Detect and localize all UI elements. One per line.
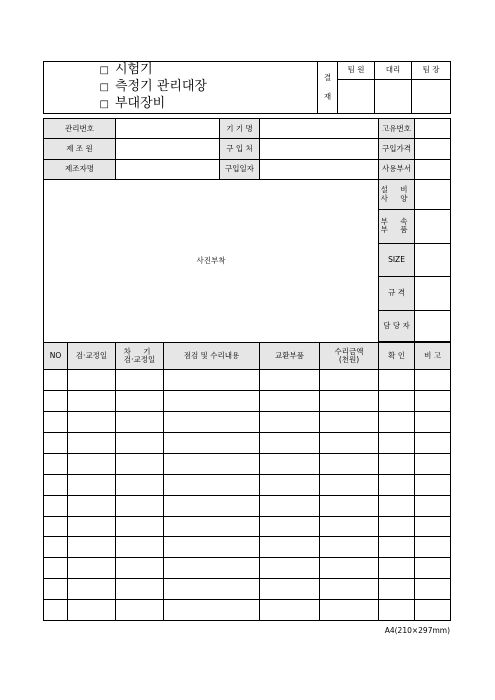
log-cell-cost[interactable]	[320, 495, 379, 516]
log-cell-cal-date[interactable]	[68, 558, 116, 579]
log-cell-cal-date[interactable]	[68, 516, 116, 537]
main-table	[43, 118, 451, 621]
label-equipment-name: 기 기 명	[220, 119, 260, 139]
log-cell-next-cal[interactable]	[116, 370, 164, 391]
log-header-confirm: 확 인	[379, 342, 415, 369]
log-cell-cal-date[interactable]	[68, 474, 116, 495]
log-cell-no[interactable]	[44, 391, 68, 412]
log-cell-content[interactable]	[164, 495, 260, 516]
label-manufacturer: 제 조 원	[44, 139, 116, 159]
value-accessories[interactable]	[415, 210, 451, 243]
approval-sign-deputy[interactable]	[375, 80, 412, 114]
log-cell-remarks[interactable]	[415, 370, 451, 391]
label-maker-name: 제조자명	[44, 159, 116, 179]
log-cell-next-cal[interactable]	[116, 433, 164, 454]
log-cell-confirm[interactable]	[379, 391, 415, 412]
log-cell-parts[interactable]	[260, 516, 320, 537]
log-cell-parts[interactable]	[260, 433, 320, 454]
value-equipment-name[interactable]	[260, 119, 379, 139]
log-cell-next-cal[interactable]	[116, 412, 164, 433]
log-cell-cal-date[interactable]	[68, 370, 116, 391]
log-header-next-line2: 검·교정일	[123, 355, 156, 365]
log-cell-content[interactable]	[164, 558, 260, 579]
log-cell-cal-date[interactable]	[68, 495, 116, 516]
log-cell-cost[interactable]	[320, 453, 379, 474]
label-spec-line2: 사 양	[380, 193, 413, 203]
log-cell-cal-date[interactable]	[68, 391, 116, 412]
log-cell-cost[interactable]	[320, 537, 379, 558]
log-cell-confirm[interactable]	[379, 537, 415, 558]
log-cell-cal-date[interactable]	[68, 579, 116, 600]
log-cell-parts[interactable]	[260, 558, 320, 579]
label-serial-no: 고유번호	[379, 119, 415, 139]
log-cell-cost[interactable]	[320, 370, 379, 391]
log-cell-content[interactable]	[164, 537, 260, 558]
log-cell-confirm[interactable]	[379, 579, 415, 600]
log-cell-next-cal[interactable]	[116, 453, 164, 474]
log-cell-cost[interactable]	[320, 433, 379, 454]
log-cell-next-cal[interactable]	[116, 474, 164, 495]
value-management-no[interactable]	[116, 119, 220, 139]
label-accessories	[379, 210, 415, 243]
log-cell-parts[interactable]	[260, 412, 320, 433]
log-row	[44, 453, 451, 474]
log-cell-confirm[interactable]	[379, 495, 415, 516]
log-row	[44, 558, 451, 579]
log-cell-content[interactable]	[164, 370, 260, 391]
log-cell-no[interactable]	[44, 433, 68, 454]
log-cell-no[interactable]	[44, 474, 68, 495]
approval-col-member: 팀 원	[338, 62, 375, 80]
log-header-cost	[320, 342, 379, 369]
log-header-no: NO	[44, 342, 68, 369]
log-cell-cost[interactable]	[320, 474, 379, 495]
log-row	[44, 370, 451, 391]
log-header-next-line1: 차 기	[123, 346, 156, 356]
log-cell-remarks[interactable]	[415, 537, 451, 558]
log-cell-remarks[interactable]	[415, 516, 451, 537]
log-cell-parts[interactable]	[260, 453, 320, 474]
log-cell-no[interactable]	[44, 370, 68, 391]
log-row	[44, 537, 451, 558]
value-maker-name[interactable]	[116, 159, 220, 179]
approval-label-bottom: 재	[323, 91, 332, 101]
log-cell-cal-date[interactable]	[68, 412, 116, 433]
log-cell-cal-date[interactable]	[68, 600, 116, 621]
label-manager: 담 당 자	[379, 310, 415, 341]
log-cell-cal-date[interactable]	[68, 453, 116, 474]
log-row	[44, 516, 451, 537]
log-header-content: 점검 및 수리내용	[164, 342, 260, 369]
log-cell-next-cal[interactable]	[116, 600, 164, 621]
header-table	[43, 61, 451, 114]
label-spec	[379, 179, 415, 209]
label-size: SIZE	[379, 243, 415, 276]
log-cell-next-cal[interactable]	[116, 391, 164, 412]
log-cell-content[interactable]	[164, 453, 260, 474]
title-option-label: 부대장비	[114, 96, 166, 111]
log-cell-no[interactable]	[44, 453, 68, 474]
label-purchase-date: 구입일자	[220, 159, 260, 179]
value-vendor[interactable]	[260, 139, 379, 159]
log-cell-content[interactable]	[164, 391, 260, 412]
log-cell-parts[interactable]	[260, 600, 320, 621]
title-option-label: 측정기 관리대장	[114, 79, 207, 94]
log-cell-cost[interactable]	[320, 412, 379, 433]
label-accessories-line2: 부 품	[380, 225, 413, 235]
log-cell-cost[interactable]	[320, 391, 379, 412]
log-cell-confirm[interactable]	[379, 433, 415, 454]
log-cell-content[interactable]	[164, 600, 260, 621]
log-cell-next-cal[interactable]	[116, 558, 164, 579]
log-cell-no[interactable]	[44, 558, 68, 579]
value-serial-no[interactable]	[415, 119, 451, 139]
log-row	[44, 474, 451, 495]
paper-size-note: A4(210×297mm)	[384, 626, 450, 635]
log-body	[44, 370, 451, 621]
log-cell-remarks[interactable]	[415, 579, 451, 600]
log-cell-content[interactable]	[164, 579, 260, 600]
log-cell-content[interactable]	[164, 412, 260, 433]
log-header-cost-line1: 수리금액	[334, 346, 364, 356]
log-cell-remarks[interactable]	[415, 453, 451, 474]
log-header-remarks: 비 고	[415, 342, 451, 369]
approval-col-deputy: 대리	[375, 62, 412, 80]
log-cell-no[interactable]	[44, 412, 68, 433]
log-cell-cost[interactable]	[320, 558, 379, 579]
checkbox-icon[interactable]: □	[99, 99, 109, 110]
log-cell-confirm[interactable]	[379, 370, 415, 391]
log-cell-no[interactable]	[44, 600, 68, 621]
log-row	[44, 495, 451, 516]
log-cell-remarks[interactable]	[415, 433, 451, 454]
log-cell-cal-date[interactable]	[68, 537, 116, 558]
log-header-cost-line2: (천원)	[338, 355, 360, 365]
log-cell-remarks[interactable]	[415, 412, 451, 433]
log-cell-content[interactable]	[164, 433, 260, 454]
log-cell-next-cal[interactable]	[116, 516, 164, 537]
log-cell-no[interactable]	[44, 495, 68, 516]
approval-sign-leader[interactable]	[412, 80, 451, 114]
label-standard: 규 격	[379, 277, 415, 310]
log-cell-remarks[interactable]	[415, 495, 451, 516]
log-cell-remarks[interactable]	[415, 474, 451, 495]
title-option-label: 시험기	[114, 62, 153, 77]
log-cell-content[interactable]	[164, 474, 260, 495]
log-cell-confirm[interactable]	[379, 474, 415, 495]
log-cell-cost[interactable]	[320, 579, 379, 600]
approval-label	[318, 62, 338, 114]
log-row	[44, 433, 451, 454]
photo-area[interactable]: 사진부착	[44, 179, 379, 342]
log-header-cal-date: 검·교정일	[68, 342, 116, 369]
log-cell-confirm[interactable]	[379, 600, 415, 621]
value-size[interactable]	[415, 243, 451, 276]
value-standard[interactable]	[415, 277, 451, 310]
value-manager[interactable]	[415, 310, 451, 341]
log-header-row	[44, 342, 451, 369]
log-cell-confirm[interactable]	[379, 516, 415, 537]
label-price: 구입가격	[379, 139, 415, 159]
checkbox-icon[interactable]: □	[99, 82, 109, 93]
value-price[interactable]	[415, 139, 451, 159]
label-management-no: 관리번호	[44, 119, 116, 139]
log-cell-remarks[interactable]	[415, 600, 451, 621]
log-cell-parts[interactable]	[260, 579, 320, 600]
approval-label-top: 결	[323, 73, 332, 83]
log-cell-parts[interactable]	[260, 391, 320, 412]
title-option-measuring-ledger	[100, 79, 318, 96]
log-cell-remarks[interactable]	[415, 391, 451, 412]
value-spec[interactable]	[415, 179, 451, 209]
label-spec-line1: 설 비	[380, 185, 413, 195]
log-cell-no[interactable]	[44, 579, 68, 600]
title-block	[92, 62, 318, 114]
log-cell-next-cal[interactable]	[116, 579, 164, 600]
log-cell-confirm[interactable]	[379, 412, 415, 433]
value-purchase-date[interactable]	[260, 159, 379, 179]
log-header-next-cal	[116, 342, 164, 369]
label-vendor: 구 입 처	[220, 139, 260, 159]
log-cell-next-cal[interactable]	[116, 495, 164, 516]
approval-col-leader: 팀 장	[412, 62, 451, 80]
log-row	[44, 600, 451, 621]
log-row	[44, 412, 451, 433]
log-cell-remarks[interactable]	[415, 558, 451, 579]
log-cell-no[interactable]	[44, 537, 68, 558]
label-accessories-line1: 부 속	[380, 217, 413, 227]
log-header-parts: 교환부품	[260, 342, 320, 369]
log-cell-content[interactable]	[164, 516, 260, 537]
title-option-test-machine	[100, 62, 318, 79]
title-option-aux-equipment	[100, 96, 318, 113]
log-cell-parts[interactable]	[260, 537, 320, 558]
log-cell-no[interactable]	[44, 516, 68, 537]
log-cell-parts[interactable]	[260, 495, 320, 516]
log-cell-confirm[interactable]	[379, 558, 415, 579]
header-blank-cell	[44, 62, 92, 114]
checkbox-icon[interactable]: □	[99, 65, 109, 76]
log-cell-parts[interactable]	[260, 370, 320, 391]
log-cell-next-cal[interactable]	[116, 537, 164, 558]
log-row	[44, 391, 451, 412]
log-row	[44, 579, 451, 600]
log-cell-parts[interactable]	[260, 474, 320, 495]
log-cell-confirm[interactable]	[379, 453, 415, 474]
log-cell-cal-date[interactable]	[68, 433, 116, 454]
log-cell-cost[interactable]	[320, 600, 379, 621]
value-manufacturer[interactable]	[116, 139, 220, 159]
label-department: 사용부서	[379, 159, 415, 179]
log-cell-cost[interactable]	[320, 516, 379, 537]
value-department[interactable]	[415, 159, 451, 179]
approval-sign-member[interactable]	[338, 80, 375, 114]
